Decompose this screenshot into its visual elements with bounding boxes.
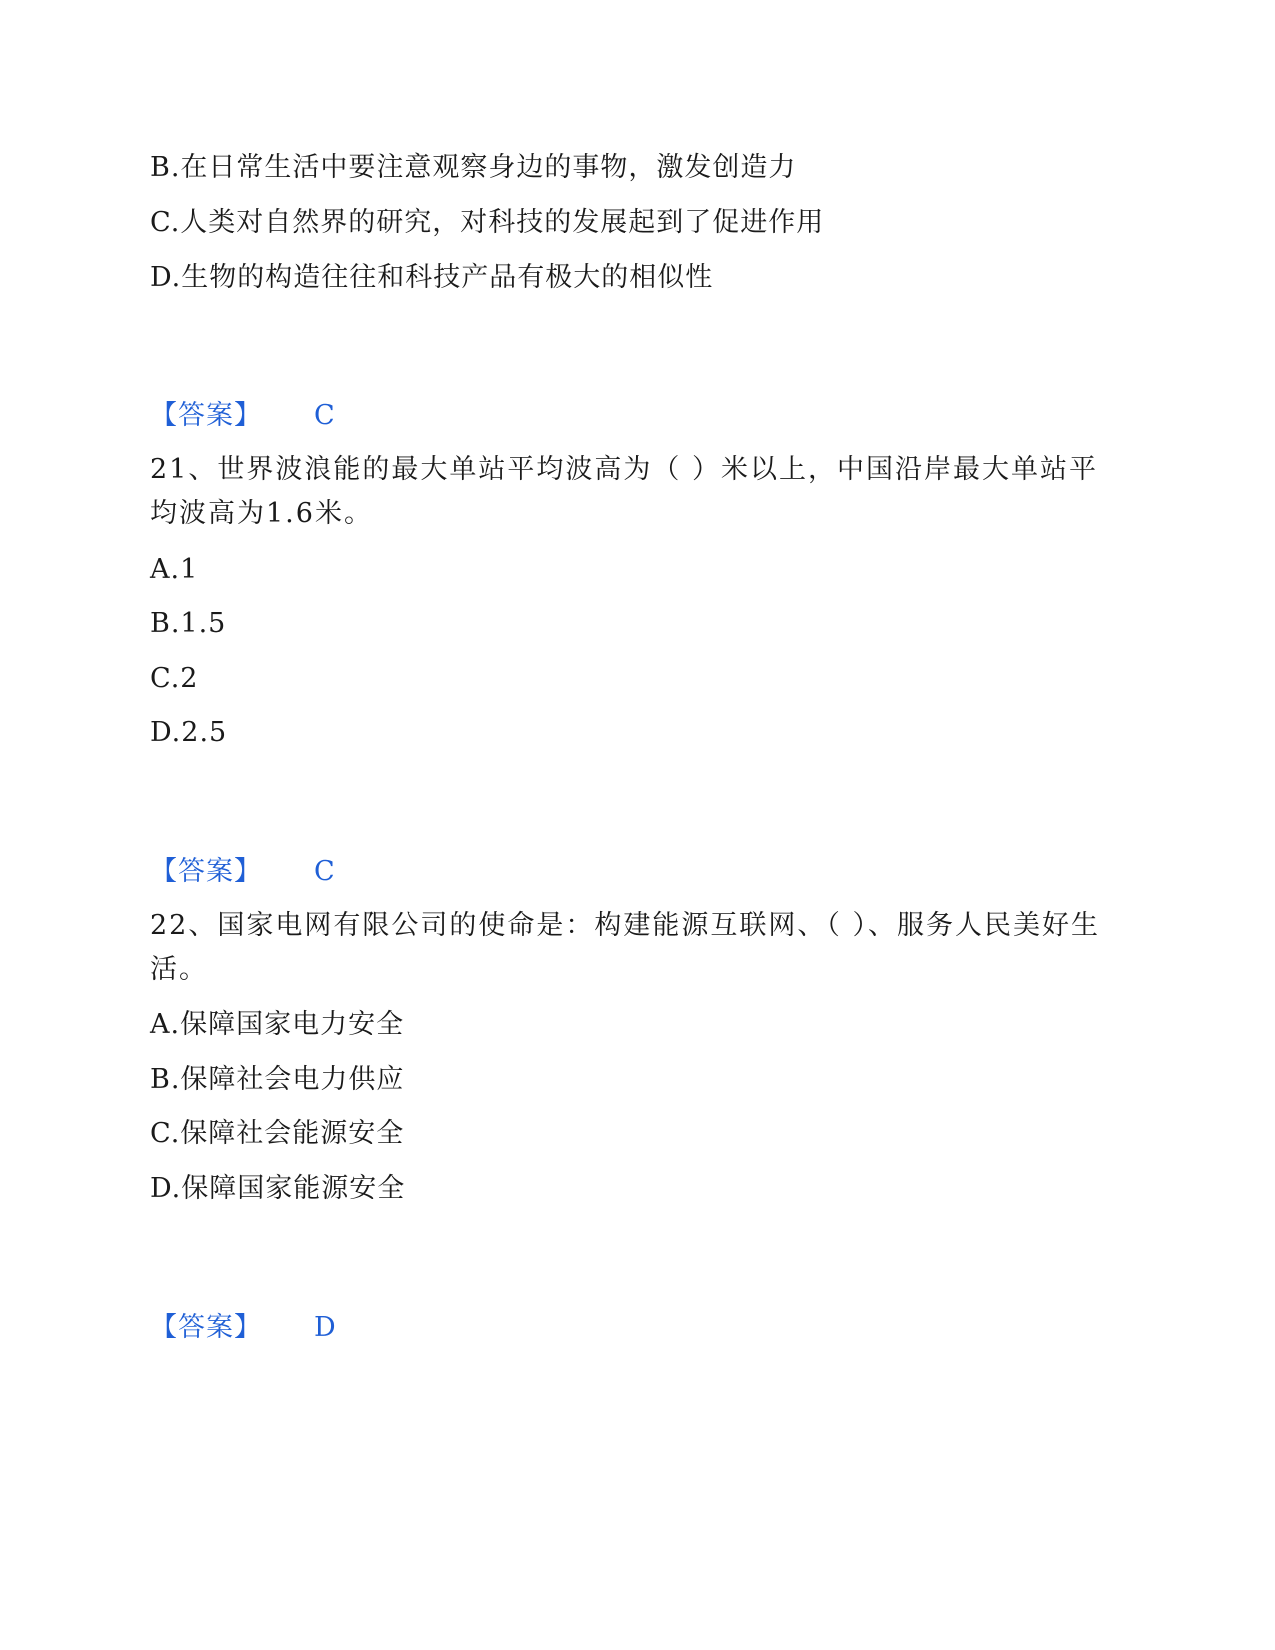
- q22-answer-row: [150, 1308, 337, 1348]
- q21-option-b: B.1.5: [150, 608, 227, 639]
- q22-option-b: B.保障社会电力供应: [150, 1064, 405, 1095]
- option-c: C.人类对自然界的研究，对科技的发展起到了促进作用: [150, 207, 825, 238]
- option-b: B.在日常生活中要注意观察身边的事物，激发创造力: [150, 152, 797, 183]
- q21-option-d: D.2.5: [150, 717, 228, 748]
- q21-option-c: C.2: [150, 663, 199, 694]
- answer-row: [150, 396, 336, 436]
- option-d: D.生物的构造往往和科技产品有极大的相似性: [150, 262, 714, 293]
- q21-option-a: A.1: [150, 554, 199, 585]
- answer-value: C: [314, 856, 336, 887]
- answer-label: 【答案】: [150, 1312, 262, 1343]
- answer-label: 【答案】: [150, 856, 262, 887]
- question-21-text: 21、世界波浪能的最大单站平均波高为（ ）米以上，中国沿岸最大单站平均波高为1.6米。: [150, 454, 1098, 529]
- q21-answer-row: [150, 852, 336, 892]
- answer-value: D: [314, 1312, 337, 1343]
- q22-option-d: D.保障国家能源安全: [150, 1173, 406, 1204]
- answer-label: 【答案】: [150, 400, 262, 431]
- question-22-text: 22、国家电网有限公司的使命是：构建能源互联网、（ ）、服务人民美好生活。: [150, 910, 1100, 985]
- answer-value: C: [314, 400, 336, 431]
- q22-option-c: C.保障社会能源安全: [150, 1118, 405, 1149]
- q22-option-a: A.保障国家电力安全: [150, 1009, 405, 1040]
